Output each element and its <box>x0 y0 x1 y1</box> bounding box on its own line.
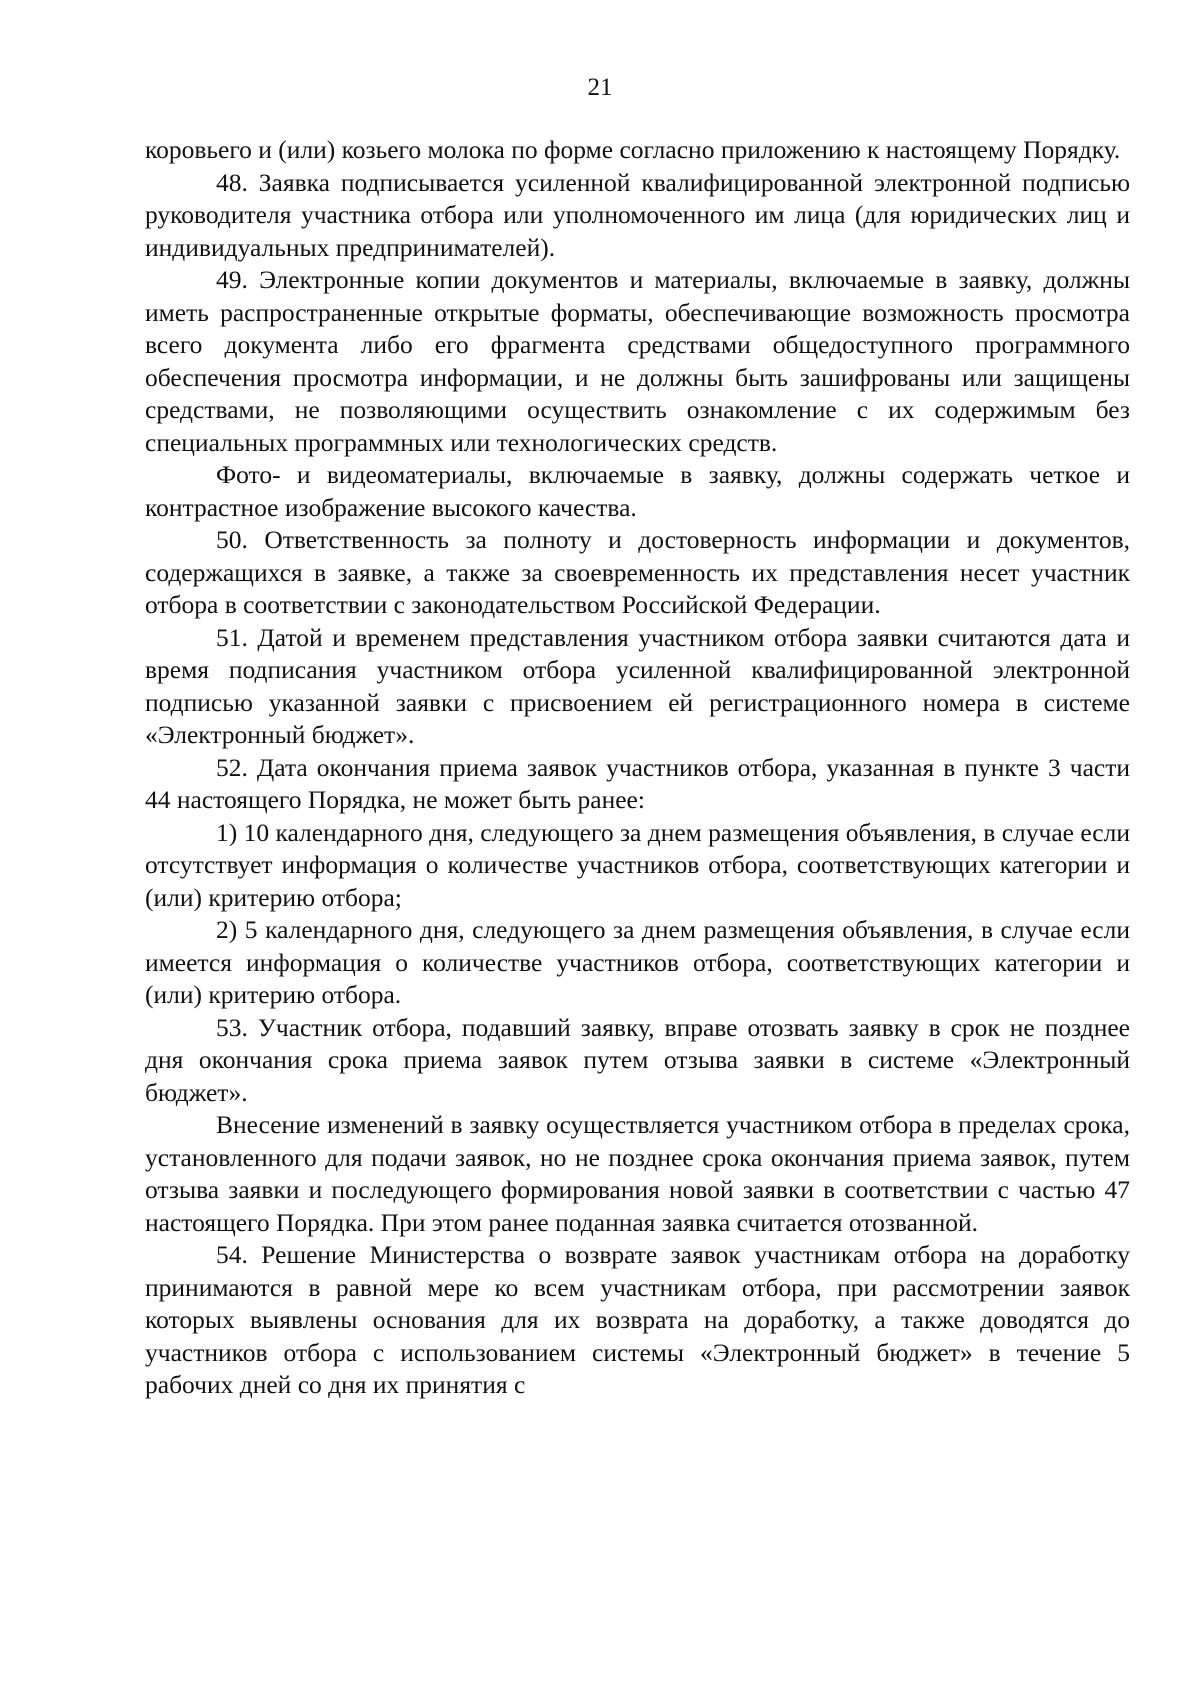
paragraph-53: 53. Участник отбора, подавший заявку, вправе отозвать заявку в срок не позднее дня окончания срока приема заявок путем отзыва заявки в системе «Электронный бюджет». <box>145 1012 1130 1107</box>
paragraph-52: 52. Дата окончания приема заявок участников отбора, указанная в пункте 3 части 44 настоящего Порядка, не может быть ранее: <box>145 752 1130 814</box>
paragraph-54: 54. Решение Министерства о возврате заявок участникам отбора на доработку принимаются в равной мере ко всем участникам отбора, при рассмотрении заявок которых выявлены основания для их возврата на доработку, а также доводятся до участников отбора с использованием системы «Электронный бюджет» в течение 5 рабочих дней со дня их принятия с <box>145 1240 1130 1399</box>
page-number: 21 <box>587 74 613 101</box>
paragraph-51: 51. Датой и временем представления участником отбора заявки считаются дата и время подписания участником отбора усиленной квалифицированной электронной подписью указанной заявки с присвоением ей регистрационного номера в системе «Электронный бюджет». <box>145 622 1130 749</box>
paragraph-52-item-1: 1) 10 календарного дня, следующего за днем размещения объявления, в случае если отсутствует информация о количестве участников отбора, соответствующих категории и (или) критерию отбора; <box>145 817 1130 912</box>
paragraph-49-photo: Фото- и видеоматериалы, включаемые в заявку, должны содержать четкое и контрастное изображение высокого качества. <box>145 460 1130 522</box>
paragraph-50: 50. Ответственность за полноту и достоверность информации и документов, содержащихся в заявке, а также за своевременность их представления несет участник отбора в соответствии с законодательством Российской Федерации. <box>145 525 1130 619</box>
paragraph-53-changes: Внесение изменений в заявку осуществляется участником отбора в пределах срока, установленного для подачи заявок, но не позднее срока окончания приема заявок, путем отзыва заявки и последующего формирования новой заявки в соответствии с частью 47 настоящего Порядка. При этом ранее поданная заявка считается отозванной. <box>145 1110 1130 1237</box>
paragraph-48: 48. Заявка подписывается усиленной квалифицированной электронной подписью руководителя участника отбора или уполномоченного им лица (для юридических лиц и индивидуальных предпринимателей). <box>145 167 1130 262</box>
paragraph-continuation: коровьего и (или) козьего молока по форме согласно приложению к настоящему Порядку. <box>145 135 1121 164</box>
document-body <box>145 134 1130 1402</box>
paragraph-52-item-2: 2) 5 календарного дня, следующего за днем размещения объявления, в случае если имеется информация о количестве участников отбора, соответствующих категории и (или) критерию отбора. <box>145 915 1130 1009</box>
paragraph-49: 49. Электронные копии документов и материалы, включаемые в заявку, должны иметь распространенные открытые форматы, обеспечивающие возможность просмотра всего документа либо его фрагмента средствами общедоступного программного обеспечения просмотра информации, и не должны быть зашифрованы или защищены средствами, не позволяющими осуществить ознакомление с их содержимым без специальных программных или технологических средств. <box>145 265 1130 457</box>
